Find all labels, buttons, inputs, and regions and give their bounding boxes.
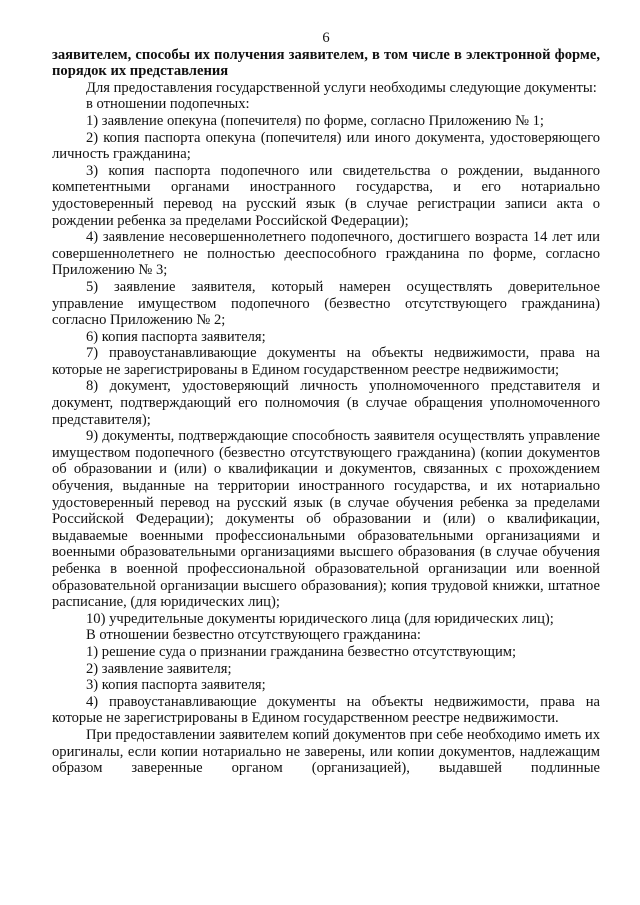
paragraph: 3) копия паспорта заявителя; xyxy=(86,677,266,694)
paragraph: 7) правоустанавливающие документы на объекты недвижимости, права на которые не зарегистрированы в Едином государственном реестре недвижимости; xyxy=(52,345,600,378)
paragraph: При предоставлении заявителем копий документов при себе необходимо иметь их оригиналы, если копии нотариально не заверены, или копии документов, надлежащим образом заверенные органом (организацией), выдавшей подлинные xyxy=(52,726,600,777)
paragraph: 10) учредительные документы юридического лица (для юридических лиц); xyxy=(86,610,554,627)
paragraph: 1) заявление опекуна (попечителя) по форме, согласно Приложению № 1; xyxy=(86,112,544,129)
paragraph: В отношении безвестно отсутствующего гражданина: xyxy=(86,627,421,644)
document-body xyxy=(52,47,600,777)
paragraph: 6) копия паспорта заявителя; xyxy=(86,328,266,345)
paragraph: 2) заявление заявителя; xyxy=(86,660,232,677)
paragraph: 2) копия паспорта опекуна (попечителя) или иного документа, удостоверяющего личность гражданина; xyxy=(52,129,600,163)
paragraph: 4) заявление несовершеннолетнего подопечного, достигшего возраста 14 лет или совершеннолетнего не полностью дееспособного гражданина по форме, согласно Приложению № 3; xyxy=(52,229,600,279)
paragraph: 3) копия паспорта подопечного или свидетельства о рождении, выданного компетентными органами иностранного государства, и его нотариально удостоверенный перевод на русский язык (в случае регистрации записи акта о рождении ребенка за пределами Российской Федерации); xyxy=(52,162,600,229)
paragraph: 1) решение суда о признании гражданина безвестно отсутствующим; xyxy=(86,643,517,660)
paragraph: 4) правоустанавливающие документы на объекты недвижимости, права на которые не зарегистрированы в Едином государственном реестре недвижимости. xyxy=(52,693,600,727)
paragraph: Для предоставления государственной услуги необходимы следующие документы: xyxy=(86,79,597,96)
paragraph: в отношении подопечных: xyxy=(86,96,250,113)
paragraph: 9) документы, подтверждающие способность заявителя осуществлять управление имуществом подопечного (безвестно отсутствующего гражданина) (копии документов об образовании и (или) о квалификации и документов, связанных с прохождением обучения, выданные на территории иностранного государства, и их нотариально удостоверенный перевод на русский язык (в случае обучения ребенка за пределами Российской Федерации); документы об образовании и (или) о квалификации, выдаваемые военными профессиональными образовательными организациями и военными образовательными организациями высшего образования (в случае обучения ребенка в военной профессиональной образовательной организации или военной образовательной организации высшего образования); копия трудовой книжки, штатное расписание, (для юридических лиц); xyxy=(52,428,600,611)
section-heading: заявителем, способы их получения заявителем, в том числе в электронной форме, порядок их представления xyxy=(52,46,600,80)
paragraph: 5) заявление заявителя, который намерен осуществлять доверительное управление имуществом подопечного (безвестно отсутствующего гражданина) согласно Приложению № 2; xyxy=(52,278,600,329)
paragraph: 8) документ, удостоверяющий личность уполномоченного представителя и документ, подтверждающий его полномочия (в случае обращения уполномоченного представителя); xyxy=(52,378,600,428)
page-number: 6 xyxy=(322,30,330,46)
